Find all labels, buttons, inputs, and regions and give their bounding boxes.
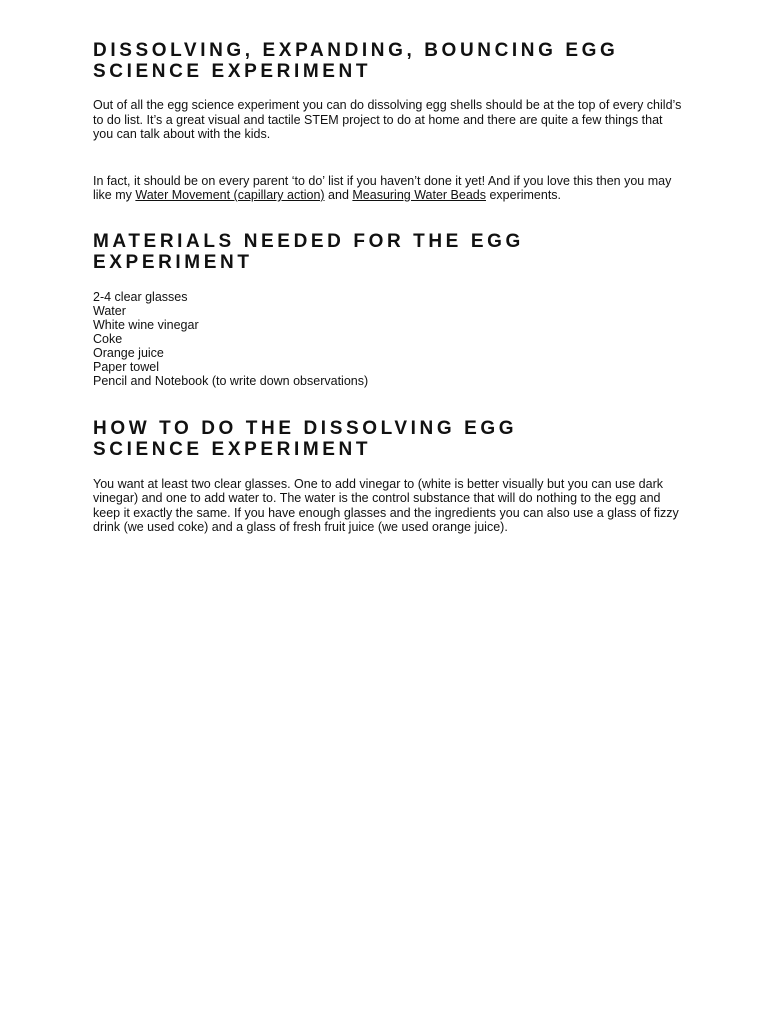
second-paragraph-text-between: and xyxy=(324,188,353,202)
howto-heading xyxy=(93,418,683,460)
howto-heading-line1: HOW TO DO THE DISSOLVING EGG xyxy=(93,417,518,439)
list-item: Water xyxy=(93,303,126,318)
list-item: Coke xyxy=(93,331,123,346)
list-item: 2-4 clear glasses xyxy=(93,289,188,304)
measuring-water-beads-link[interactable]: Measuring Water Beads xyxy=(352,188,486,202)
second-paragraph-text-before: In fact, it should be on every parent ‘to do’ list if you haven’t done it yet! And if you love this then you may like my xyxy=(93,173,672,202)
water-movement-link[interactable]: Water Movement (capillary action) xyxy=(135,188,325,202)
howto-heading-line2: SCIENCE EXPERIMENT xyxy=(93,438,372,460)
list-item: Pencil and Notebook (to write down observations) xyxy=(93,373,369,388)
page-title xyxy=(93,40,683,82)
list-item: White wine vinegar xyxy=(93,317,199,332)
materials-heading: MATERIALS NEEDED FOR THE EGG EXPERIMENT xyxy=(93,230,524,273)
page-title-line1: DISSOLVING, EXPANDING, BOUNCING EGG xyxy=(93,40,619,61)
howto-paragraph: You want at least two clear glasses. One to add vinegar to (white is better visually but you can use dark vinegar) and one to add water to. The water is the control substance that will do nothing to the egg and keep it exactly the same. If you have enough glasses and the ingredients you can also use a glass of fizzy drink (we used coke) and a glass of fresh fruit juice (we used orange juice). xyxy=(93,476,679,534)
list-item: Orange juice xyxy=(93,345,164,360)
materials-list xyxy=(93,290,683,388)
second-paragraph-text-after: experiments. xyxy=(486,188,562,202)
article-page xyxy=(93,40,683,535)
list-item: Paper towel xyxy=(93,359,160,374)
intro-paragraph: Out of all the egg science experiment you can do dissolving egg shells should be at the top of every child’s to do list. It’s a great visual and tactile STEM project to do at home and there are quite a few things that you can talk about with the kids. xyxy=(93,98,682,141)
page-title-line2: SCIENCE EXPERIMENT xyxy=(93,61,372,82)
second-paragraph xyxy=(93,174,683,203)
